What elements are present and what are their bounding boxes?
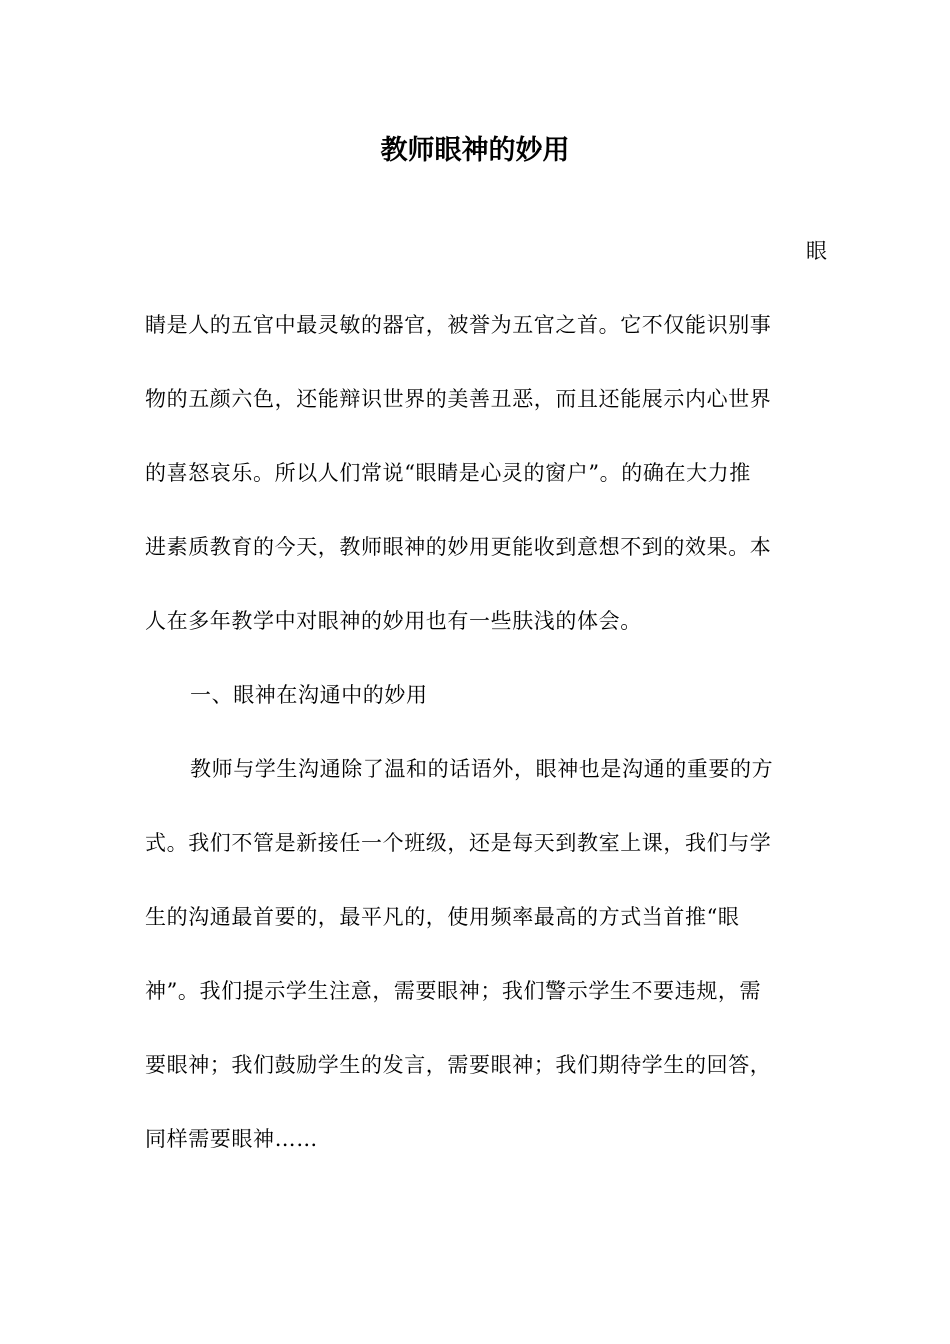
intro-line-4: 进素质教育的今天，教师眼神的妙用更能收到意想不到的效果。本 (145, 535, 772, 559)
paragraph-first-char: 眼 (806, 239, 827, 263)
section-line-5: 要眼神；我们鼓励学生的发言，需要眼神；我们期待学生的回答， (145, 1053, 772, 1077)
section-line-3: 生的沟通最首要的，最平凡的，使用频率最高的方式当首推“眼 (145, 905, 740, 929)
section-line-1: 教师与学生沟通除了温和的话语外，眼神也是沟通的重要的方 (190, 757, 774, 781)
intro-line-3: 的喜怒哀乐。所以人们常说“眼睛是心灵的窗户”。的确在大力推 (145, 461, 751, 485)
intro-line-2: 物的五颜六色，还能辩识世界的美善丑恶，而且还能展示内心世界 (145, 387, 772, 411)
section-line-4: 神”。我们提示学生注意，需要眼神；我们警示学生不要违规，需 (145, 979, 762, 1003)
section-line-2: 式。我们不管是新接任一个班级，还是每天到教室上课，我们与学 (145, 831, 772, 855)
intro-line-5: 人在多年教学中对眼神的妙用也有一些肤浅的体会。 (145, 609, 642, 633)
section-line-6: 同样需要眼神…… (145, 1127, 318, 1151)
section-heading: 一、眼神在沟通中的妙用 (190, 683, 428, 707)
intro-line-1: 睛是人的五官中最灵敏的器官，被誉为五官之首。它不仅能识别事 (145, 313, 772, 337)
document-title: 教师眼神的妙用 (380, 135, 570, 166)
